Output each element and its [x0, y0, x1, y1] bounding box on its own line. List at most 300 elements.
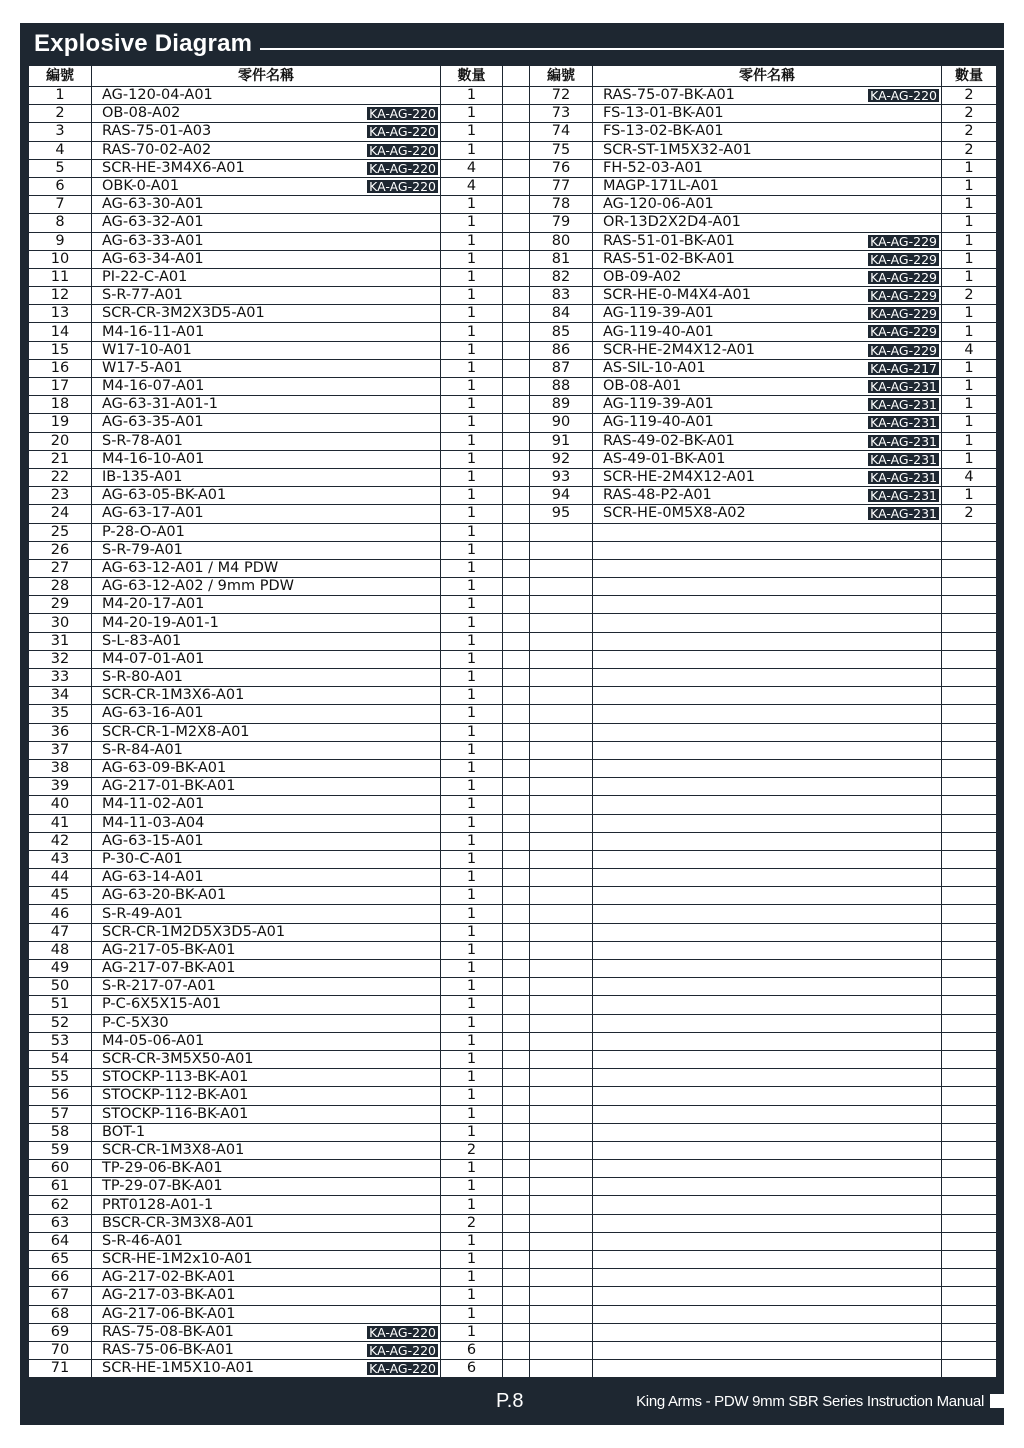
column-separator: [503, 1305, 530, 1323]
part-name-text: SCR-HE-3M4X6-A01: [102, 159, 245, 176]
part-no-right: [530, 869, 593, 887]
column-separator: [503, 1251, 530, 1269]
part-qty-left: 2: [441, 1141, 503, 1159]
part-no-left: 14: [29, 323, 92, 341]
column-separator: [503, 559, 530, 577]
table-row: [29, 778, 997, 796]
part-name-left: [92, 359, 441, 377]
part-qty-left: 1: [441, 614, 503, 632]
part-name-left: [92, 1141, 441, 1159]
part-name-right: [593, 923, 942, 941]
part-qty-right: [942, 1269, 997, 1287]
part-no-right: [530, 669, 593, 687]
part-no-right: [530, 650, 593, 668]
column-separator: [503, 287, 530, 305]
kit-tag: KA-AG-231: [870, 488, 937, 504]
part-qty-right: [942, 1323, 997, 1341]
part-qty-right: [942, 1087, 997, 1105]
part-qty-right: [942, 614, 997, 632]
part-no-left: 52: [29, 1014, 92, 1032]
table-row: [29, 541, 997, 559]
part-name-right: [593, 523, 942, 541]
part-no-left: 67: [29, 1287, 92, 1305]
table-row: [29, 632, 997, 650]
part-qty-right: 1: [942, 359, 997, 377]
part-name-left: [92, 650, 441, 668]
part-name-text: AG-217-01-BK-A01: [102, 778, 236, 795]
part-name-right: [593, 323, 942, 341]
part-qty-left: 1: [441, 505, 503, 523]
part-name-left: [92, 850, 441, 868]
table-row: [29, 850, 997, 868]
table-row: [29, 1160, 997, 1178]
part-no-right: 95: [530, 505, 593, 523]
part-qty-left: 1: [441, 268, 503, 286]
part-qty-left: 1: [441, 960, 503, 978]
column-separator: [503, 1196, 530, 1214]
part-name-left: [92, 341, 441, 359]
column-separator: [503, 978, 530, 996]
part-no-left: 37: [29, 741, 92, 759]
part-name-left: [92, 450, 441, 468]
table-row: [29, 105, 997, 123]
column-separator: [503, 1214, 530, 1232]
part-qty-right: [942, 887, 997, 905]
part-qty-right: 1: [942, 214, 997, 232]
part-no-left: 24: [29, 505, 92, 523]
part-qty-left: 1: [441, 1178, 503, 1196]
column-separator: [503, 1014, 530, 1032]
part-name-left: [92, 378, 441, 396]
column-separator: [503, 687, 530, 705]
part-no-right: 87: [530, 359, 593, 377]
part-no-right: [530, 632, 593, 650]
part-no-right: [530, 1214, 593, 1232]
part-name-text: OB-09-A02: [603, 268, 682, 285]
part-no-right: 84: [530, 305, 593, 323]
table-header-row: [29, 66, 997, 87]
part-name-right: [593, 723, 942, 741]
part-no-right: 81: [530, 250, 593, 268]
part-qty-left: 2: [441, 1214, 503, 1232]
table-row: [29, 814, 997, 832]
table-row: [29, 232, 997, 250]
part-name-right: [593, 1360, 942, 1378]
part-no-right: [530, 1251, 593, 1269]
column-separator: [503, 1341, 530, 1359]
table-row: [29, 941, 997, 959]
part-name-text: S-R-84-A01: [102, 741, 183, 758]
table-row: [29, 450, 997, 468]
part-name-right: [593, 1050, 942, 1068]
table-row: [29, 396, 997, 414]
part-name-right: [593, 1032, 942, 1050]
part-no-left: 31: [29, 632, 92, 650]
part-name-right: [593, 687, 942, 705]
part-qty-left: 1: [441, 305, 503, 323]
part-name-text: SCR-CR-1M3X6-A01: [102, 687, 245, 704]
part-name-left: [92, 1178, 441, 1196]
part-no-left: 49: [29, 960, 92, 978]
table-row: [29, 960, 997, 978]
part-name-left: [92, 268, 441, 286]
part-qty-left: 1: [441, 1323, 503, 1341]
part-name-text: RAS-75-08-BK-A01: [102, 1323, 234, 1340]
part-name-text: RAS-49-02-BK-A01: [603, 432, 735, 449]
part-no-right: 92: [530, 450, 593, 468]
part-name-right: [593, 887, 942, 905]
part-name-text: SCR-ST-1M5X32-A01: [603, 141, 752, 158]
part-name-left: [92, 87, 441, 105]
part-name-text: FS-13-02-BK-A01: [603, 123, 724, 140]
table-row: [29, 523, 997, 541]
page-title: Explosive Diagram: [34, 30, 253, 57]
part-qty-right: 2: [942, 505, 997, 523]
part-name-right: [593, 341, 942, 359]
part-no-right: [530, 796, 593, 814]
part-name-text: AG-217-02-BK-A01: [102, 1269, 236, 1286]
kit-tag: KA-AG-229: [870, 342, 937, 358]
part-no-right: [530, 814, 593, 832]
footer-square-icon: [990, 1394, 1004, 1408]
part-name-left: [92, 1105, 441, 1123]
column-separator: [503, 887, 530, 905]
part-qty-left: 1: [441, 1196, 503, 1214]
column-separator: [503, 832, 530, 850]
table-row: [29, 250, 997, 268]
part-no-right: [530, 541, 593, 559]
part-qty-right: 1: [942, 450, 997, 468]
part-name-left: [92, 214, 441, 232]
part-name-left: [92, 250, 441, 268]
part-no-right: 89: [530, 396, 593, 414]
part-qty-left: 1: [441, 1269, 503, 1287]
parts-table: [28, 65, 997, 1378]
part-qty-right: 1: [942, 232, 997, 250]
part-qty-right: [942, 650, 997, 668]
column-separator: [503, 487, 530, 505]
part-name-text: AS-49-01-BK-A01: [603, 450, 726, 467]
part-qty-left: 1: [441, 196, 503, 214]
table-row: [29, 323, 997, 341]
part-name-left: [92, 432, 441, 450]
part-name-text: MAGP-171L-A01: [603, 178, 719, 195]
table-row: [29, 1032, 997, 1050]
footer-title: King Arms - PDW 9mm SBR Series Instruction Manual: [636, 1393, 984, 1410]
table-row: [29, 1178, 997, 1196]
kit-tag: KA-AG-220: [369, 1324, 436, 1340]
part-qty-left: 1: [441, 541, 503, 559]
column-separator: [503, 996, 530, 1014]
part-no-left: 63: [29, 1214, 92, 1232]
part-name-right: [593, 1087, 942, 1105]
part-no-right: [530, 923, 593, 941]
part-qty-left: 1: [441, 1105, 503, 1123]
part-qty-left: 6: [441, 1360, 503, 1378]
part-qty-left: 1: [441, 869, 503, 887]
kit-tag: KA-AG-229: [870, 288, 937, 304]
table-row: [29, 341, 997, 359]
part-qty-right: [942, 996, 997, 1014]
part-name-text: AG-217-07-BK-A01: [102, 960, 236, 977]
column-separator: [503, 541, 530, 559]
part-name-right: [593, 141, 942, 159]
part-no-right: [530, 1050, 593, 1068]
part-no-right: 75: [530, 141, 593, 159]
header-no-right: 編號: [530, 66, 593, 87]
part-qty-left: 1: [441, 432, 503, 450]
part-qty-left: 1: [441, 287, 503, 305]
part-name-left: [92, 1123, 441, 1141]
part-name-right: [593, 1160, 942, 1178]
part-qty-left: 1: [441, 105, 503, 123]
column-separator: [503, 250, 530, 268]
part-name-text: FS-13-01-BK-A01: [603, 105, 724, 122]
part-name-left: [92, 887, 441, 905]
column-separator: [503, 1087, 530, 1105]
part-qty-left: 1: [441, 632, 503, 650]
part-no-right: [530, 1069, 593, 1087]
part-no-right: [530, 1360, 593, 1378]
part-name-text: OB-08-A02: [102, 105, 181, 122]
part-no-right: [530, 523, 593, 541]
part-qty-right: [942, 1251, 997, 1269]
part-name-left: [92, 796, 441, 814]
table-row: [29, 287, 997, 305]
part-name-right: [593, 505, 942, 523]
part-qty-left: 1: [441, 341, 503, 359]
part-name-text: RAS-70-02-A02: [102, 141, 212, 158]
part-no-right: [530, 850, 593, 868]
part-name-left: [92, 996, 441, 1014]
part-name-right: [593, 487, 942, 505]
column-separator: [503, 141, 530, 159]
part-name-left: [92, 159, 441, 177]
table-row: [29, 923, 997, 941]
part-name-text: M4-11-03-A04: [102, 814, 205, 831]
part-name-right: [593, 1341, 942, 1359]
part-qty-right: [942, 1141, 997, 1159]
column-separator: [503, 159, 530, 177]
table-row: [29, 359, 997, 377]
table-row: [29, 196, 997, 214]
part-qty-left: 1: [441, 778, 503, 796]
column-separator: [503, 869, 530, 887]
part-name-text: BOT-1: [102, 1123, 146, 1140]
column-separator: [503, 723, 530, 741]
part-name-left: [92, 1232, 441, 1250]
part-name-text: AG-217-06-BK-A01: [102, 1305, 236, 1322]
part-name-left: [92, 505, 441, 523]
table-row: [29, 1196, 997, 1214]
part-no-right: [530, 941, 593, 959]
part-no-left: 69: [29, 1323, 92, 1341]
part-qty-right: [942, 869, 997, 887]
part-qty-left: 1: [441, 250, 503, 268]
part-qty-left: 1: [441, 705, 503, 723]
part-no-left: 7: [29, 196, 92, 214]
kit-tag: KA-AG-229: [870, 324, 937, 340]
part-no-right: 77: [530, 177, 593, 195]
part-name-right: [593, 87, 942, 105]
part-no-right: 76: [530, 159, 593, 177]
part-no-left: 57: [29, 1105, 92, 1123]
part-name-right: [593, 432, 942, 450]
part-no-left: 65: [29, 1251, 92, 1269]
part-qty-right: 1: [942, 177, 997, 195]
part-no-left: 33: [29, 669, 92, 687]
part-no-right: [530, 996, 593, 1014]
table-row: [29, 1123, 997, 1141]
part-name-text: AG-63-34-A01: [102, 250, 204, 267]
part-no-left: 28: [29, 578, 92, 596]
part-qty-left: 1: [441, 87, 503, 105]
column-separator: [503, 578, 530, 596]
kit-tag: KA-AG-231: [870, 451, 937, 467]
part-name-left: [92, 1160, 441, 1178]
part-name-text: M4-20-19-A01-1: [102, 614, 219, 631]
part-qty-right: [942, 1287, 997, 1305]
part-name-right: [593, 123, 942, 141]
part-no-right: [530, 1105, 593, 1123]
part-no-left: 66: [29, 1269, 92, 1287]
part-name-left: [92, 1323, 441, 1341]
part-name-left: [92, 1196, 441, 1214]
part-name-text: AG-119-39-A01: [603, 396, 714, 413]
part-qty-left: 1: [441, 141, 503, 159]
column-separator: [503, 450, 530, 468]
part-no-left: 48: [29, 941, 92, 959]
column-separator: [503, 87, 530, 105]
part-name-text: SCR-CR-1-M2X8-A01: [102, 723, 250, 740]
part-no-right: [530, 887, 593, 905]
column-separator: [503, 923, 530, 941]
part-name-text: TP-29-06-BK-A01: [102, 1160, 223, 1177]
part-name-text: S-R-80-A01: [102, 669, 183, 686]
part-qty-right: 1: [942, 396, 997, 414]
part-qty-left: 1: [441, 1014, 503, 1032]
part-name-text: S-R-77-A01: [102, 287, 183, 304]
column-separator: [503, 632, 530, 650]
part-name-right: [593, 1069, 942, 1087]
table-row: [29, 796, 997, 814]
part-name-left: [92, 1305, 441, 1323]
part-name-right: [593, 378, 942, 396]
part-name-text: SCR-HE-2M4X12-A01: [603, 469, 755, 486]
part-name-left: [92, 1087, 441, 1105]
part-name-right: [593, 778, 942, 796]
part-no-right: 78: [530, 196, 593, 214]
part-qty-right: 1: [942, 250, 997, 268]
part-name-text: BSCR-CR-3M3X8-A01: [102, 1214, 254, 1231]
table-row: [29, 741, 997, 759]
part-name-text: RAS-75-06-BK-A01: [102, 1342, 234, 1359]
column-separator: [503, 596, 530, 614]
part-name-right: [593, 1269, 942, 1287]
part-no-left: 3: [29, 123, 92, 141]
part-no-left: 40: [29, 796, 92, 814]
part-qty-right: [942, 741, 997, 759]
part-name-text: AG-63-20-BK-A01: [102, 887, 227, 904]
part-qty-right: [942, 1341, 997, 1359]
part-name-text: AG-63-12-A01 / M4 PDW: [102, 559, 279, 576]
part-name-right: [593, 759, 942, 777]
table-row: [29, 705, 997, 723]
part-no-left: 64: [29, 1232, 92, 1250]
part-no-right: [530, 1323, 593, 1341]
part-qty-left: 1: [441, 996, 503, 1014]
column-separator: [503, 105, 530, 123]
part-no-left: 16: [29, 359, 92, 377]
part-qty-left: 1: [441, 905, 503, 923]
part-name-text: SCR-CR-1M3X8-A01: [102, 1141, 245, 1158]
part-no-left: 47: [29, 923, 92, 941]
part-no-right: 80: [530, 232, 593, 250]
column-separator: [503, 1269, 530, 1287]
column-separator: [503, 1069, 530, 1087]
part-name-right: [593, 578, 942, 596]
part-no-left: 23: [29, 487, 92, 505]
part-qty-right: 4: [942, 341, 997, 359]
part-name-right: [593, 905, 942, 923]
part-name-text: W17-5-A01: [102, 359, 183, 376]
part-no-left: 51: [29, 996, 92, 1014]
part-no-left: 36: [29, 723, 92, 741]
part-no-right: [530, 1232, 593, 1250]
part-name-text: AG-120-06-A01: [603, 196, 714, 213]
column-separator: [503, 1032, 530, 1050]
part-name-right: [593, 996, 942, 1014]
part-name-left: [92, 778, 441, 796]
part-no-left: 30: [29, 614, 92, 632]
part-name-right: [593, 960, 942, 978]
part-no-right: [530, 1032, 593, 1050]
table-row: [29, 1105, 997, 1123]
part-name-text: S-R-46-A01: [102, 1232, 183, 1249]
part-qty-left: 1: [441, 214, 503, 232]
part-name-left: [92, 596, 441, 614]
part-name-right: [593, 596, 942, 614]
part-no-right: [530, 687, 593, 705]
part-name-text: S-R-79-A01: [102, 541, 183, 558]
part-no-left: 70: [29, 1341, 92, 1359]
part-name-left: [92, 632, 441, 650]
part-name-text: STOCKP-112-BK-A01: [102, 1087, 249, 1104]
part-name-right: [593, 414, 942, 432]
part-qty-right: [942, 669, 997, 687]
column-separator: [503, 232, 530, 250]
part-no-left: 11: [29, 268, 92, 286]
table-row: [29, 759, 997, 777]
table-row: [29, 468, 997, 486]
part-qty-right: [942, 759, 997, 777]
part-name-right: [593, 650, 942, 668]
part-qty-left: 1: [441, 396, 503, 414]
part-name-right: [593, 1105, 942, 1123]
part-qty-left: 1: [441, 832, 503, 850]
kit-tag: KA-AG-231: [870, 469, 937, 485]
kit-tag: KA-AG-220: [870, 88, 937, 103]
part-name-left: [92, 487, 441, 505]
kit-tag: KA-AG-231: [870, 397, 937, 413]
column-separator: [503, 214, 530, 232]
part-name-left: [92, 960, 441, 978]
part-qty-right: [942, 687, 997, 705]
header-qty-right: 數量: [942, 66, 997, 87]
part-name-left: [92, 196, 441, 214]
table-row: [29, 1232, 997, 1250]
part-name-left: [92, 1014, 441, 1032]
